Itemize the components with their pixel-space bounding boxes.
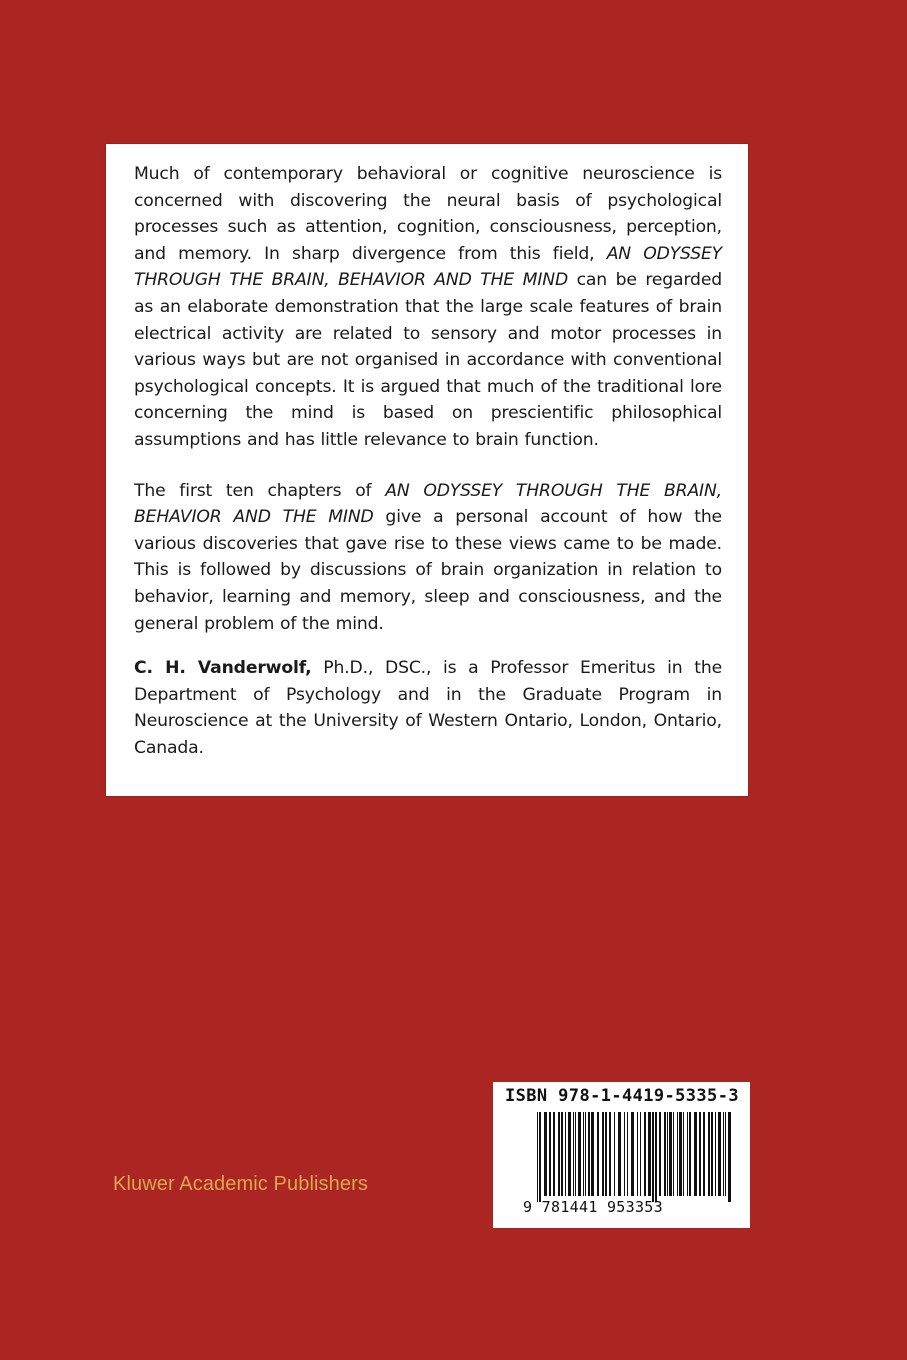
barcode-bar	[537, 1112, 538, 1202]
book-title-italic: AN ODYSSEY THROUGH THE BRAIN, BEHAVIOR AND THE MIND	[134, 243, 723, 291]
barcode-bar	[723, 1112, 724, 1196]
barcode-bar	[565, 1112, 566, 1196]
blurb-p1-text-a: Much of contemporary behavioral or cognitive neuroscience is concerned with discovering the neural basis of psychological processes such as attention, cognition, consciousness, perception, and memory. In sharp divergence from this field,	[134, 164, 722, 264]
barcode-bar	[679, 1112, 682, 1196]
barcode-bar	[725, 1112, 726, 1196]
barcode-bar	[669, 1112, 672, 1196]
barcode-bar	[578, 1112, 581, 1196]
barcode-bar	[655, 1112, 657, 1202]
back-cover-blurb	[106, 144, 748, 796]
barcode-bar	[597, 1112, 599, 1196]
barcode-bar	[583, 1112, 584, 1196]
barcode-bar	[715, 1112, 716, 1196]
author-bio-text: Ph.D., DSC., is a Professor Emeritus in the Department of Psychology and in the Graduate Program in Neuroscience at the University of Western Ontario, London, Ontario, Canada.	[134, 658, 722, 758]
barcode-bar	[544, 1112, 547, 1196]
barcode-bar	[644, 1112, 646, 1196]
barcode-bar	[718, 1112, 721, 1196]
barcode-bar	[667, 1112, 668, 1196]
barcode-bar	[575, 1112, 576, 1196]
barcode-bar	[614, 1112, 615, 1196]
barcode-bar	[568, 1112, 571, 1196]
barcode-bar	[609, 1112, 611, 1196]
barcode-bar	[585, 1112, 586, 1196]
blurb-paragraph-2	[134, 478, 722, 638]
barcode-bar	[588, 1112, 590, 1196]
barcode-bar	[553, 1112, 555, 1196]
barcode-bar	[558, 1112, 560, 1196]
blurb-paragraph-1	[134, 161, 722, 454]
barcode-bar	[648, 1112, 651, 1196]
barcode-bar	[573, 1112, 574, 1196]
barcode-bar	[631, 1112, 634, 1196]
barcode-bar	[694, 1112, 697, 1196]
barcode-icon	[537, 1112, 737, 1202]
barcode-digits: 9 781441 953353	[523, 1198, 663, 1216]
blurb-p2-text-a: The first ten chapters of	[134, 480, 386, 501]
barcode-bar	[708, 1112, 710, 1196]
barcode-bar	[549, 1112, 551, 1196]
barcode-bar	[627, 1112, 628, 1196]
barcode-bar	[591, 1112, 594, 1196]
author-bio	[134, 655, 722, 761]
barcode-bar	[683, 1112, 684, 1196]
barcode-bar	[539, 1112, 541, 1202]
barcode-bar	[659, 1112, 661, 1196]
barcode-bar	[703, 1112, 705, 1196]
barcode-bar	[711, 1112, 713, 1196]
barcode-bar	[689, 1112, 691, 1196]
barcode-bar	[624, 1112, 625, 1196]
author-name: C. H. Vanderwolf,	[134, 658, 312, 679]
barcode-bar	[673, 1112, 674, 1196]
barcode-bar	[699, 1112, 701, 1196]
barcode-bar	[602, 1112, 604, 1196]
barcode-bar	[561, 1112, 563, 1196]
barcode-bar	[652, 1112, 654, 1202]
barcode-bar	[687, 1112, 688, 1196]
book-title-italic: AN ODYSSEY THROUGH THE BRAIN, BEHAVIOR AND THE MIND	[134, 480, 722, 528]
barcode-bar	[618, 1112, 621, 1196]
barcode-bar	[728, 1112, 731, 1202]
blurb-p1-text-b: can be regarded as an elaborate demonstration that the large scale features of brain electrical activity are related to sensory and motor processes in various ways but are not organised in accordance with conventional psychological concepts. It is argued that much of the traditional lore concerning the mind is based on prescientific philosophical assumptions and has little relevance to brain function.	[134, 270, 723, 450]
barcode-bar	[677, 1112, 678, 1196]
barcode-bar	[605, 1112, 607, 1196]
barcode-bar	[664, 1112, 666, 1196]
isbn-barcode-box	[493, 1082, 750, 1228]
barcode-bar	[640, 1112, 641, 1196]
publisher-name: Kluwer Academic Publishers	[113, 1173, 368, 1195]
blurb-p2-text-b: give a personal account of how the various discoveries that gave rise to these views came to be made. This is followed by discussions of brain organization in relation to behavior, learning and memory, sleep and consciousness, and the general problem of the mind.	[134, 507, 722, 634]
isbn-label: ISBN 978-1-4419-5335-3	[505, 1086, 739, 1106]
barcode-bar	[637, 1112, 638, 1196]
